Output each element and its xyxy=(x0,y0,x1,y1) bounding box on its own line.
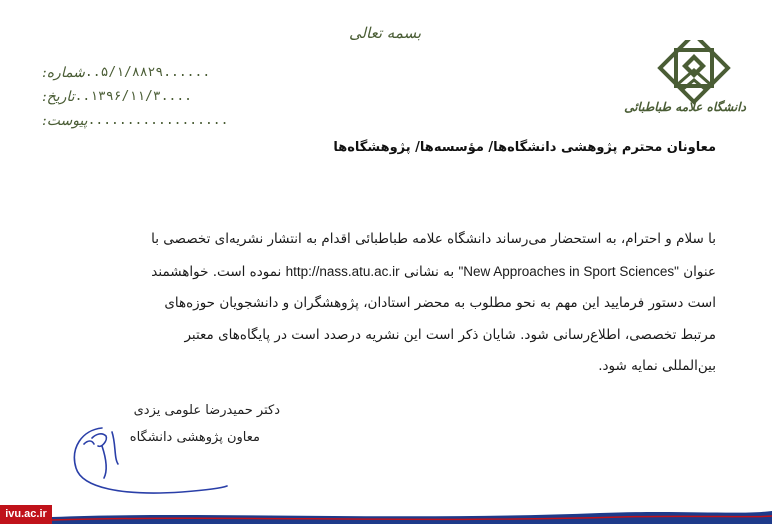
letter-body xyxy=(52,224,716,383)
footer-decorative-bar xyxy=(0,505,772,524)
body-line-1: با سلام و احترام، به استحضار می‌رساند دانشگاه علامه طباطبائی اقدام به انتشار نشریه‌ای تخصصی با xyxy=(151,231,716,247)
reference-date xyxy=(40,86,195,108)
body-line-3: است دستور فرمایید این مهم به نحو مطلوب به محضر استادان، پژوهشگران و دانشجویان حوزه‌های xyxy=(164,295,716,311)
body-line-5: بین‌المللی نمایه شود. xyxy=(598,358,716,374)
university-logo-icon xyxy=(648,40,740,132)
reference-date-value: ....۱۳۹۶/۱۱/۳.. xyxy=(74,89,192,104)
reference-attachment-label: پیوست: xyxy=(42,113,88,129)
reference-number-value: ......۵/۱/۸۸۲۹.. xyxy=(84,65,211,80)
body-line-4: مرتبط تخصصی، اطلاع‌رسانی شود. شایان ذکر است این نشریه درصدد است در پایگاه‌های معتبر xyxy=(184,326,716,343)
journal-url-link[interactable]: http://nass.atu.ac.ir xyxy=(285,263,400,279)
footer-site-badge[interactable]: ivu.ac.ir xyxy=(0,505,52,524)
reference-number xyxy=(40,62,211,84)
body-line-2 xyxy=(52,256,716,289)
university-name: دانشگاه علامه طباطبائی xyxy=(624,100,746,114)
reference-number-label: شماره: xyxy=(42,65,85,81)
reference-date-label: تاریخ: xyxy=(42,89,75,105)
body-line-2-suffix: نموده است. خواهشمند xyxy=(151,263,282,280)
body-line-2-middle: به نشانی xyxy=(403,263,455,280)
journal-title: "New Approaches in Sport Sciences" xyxy=(458,263,679,279)
signer-name: دکتر حمیدرضا علومی یزدی xyxy=(133,403,280,418)
reference-attachment-value: .................. xyxy=(87,113,229,128)
invocation-heading: بسمه تعالی xyxy=(348,24,422,42)
signer-title: معاون پژوهشی دانشگاه xyxy=(129,430,260,445)
reference-attachment xyxy=(40,110,229,132)
letter-recipient: معاونان محترم پژوهشی دانشگاه‌ها/ مؤسسه‌ها/ پژوهشگاه‌ها xyxy=(333,140,716,155)
body-line-2-prefix: عنوان xyxy=(683,263,716,280)
